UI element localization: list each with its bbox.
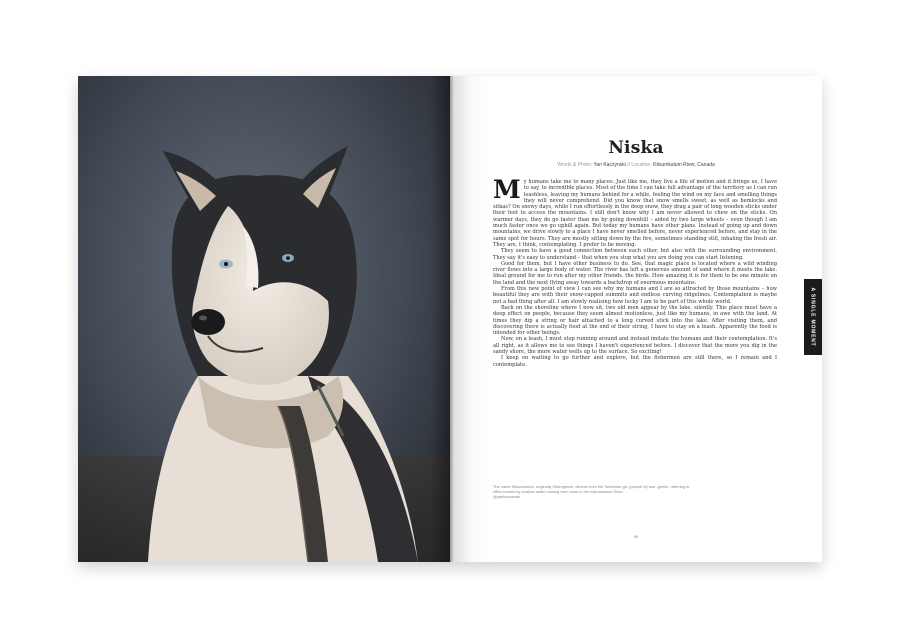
paragraph: They seem to have a good connection between each other, but also with the surrounding environment. They say it's easy to understand – that when you stop what you are doing you can start listening. <box>493 248 777 261</box>
footnote <box>493 484 693 500</box>
article-body <box>493 175 777 368</box>
footnote-text: The name Kitsumkalum, originally Gitsmgeelm, derives from the Tsimshian git- (people of) and -geelm, referring to riffles formed by shallow water running over rocks in the Kitsumkalum River. <box>493 484 690 495</box>
byline-author: Yan Kaczynski <box>593 162 626 168</box>
page-number: 95 <box>633 534 639 539</box>
paragraph: From this new point of view I can see why my humans and I are so attracted by those mountains – how beautiful they are with their snow-capped summits and endless curving ridgelines. Contemplation is maybe not a bad thing after all. I am slowly realising how lucky I am to be part of this whole world. <box>493 286 777 305</box>
article-title: Niska <box>608 138 664 158</box>
photo-page <box>78 76 450 562</box>
section-tab <box>804 279 822 355</box>
text-page <box>450 76 822 562</box>
magazine-spread <box>78 76 822 562</box>
byline-location-label: Location: <box>631 162 652 168</box>
drop-cap: M <box>493 175 521 204</box>
paragraph-text: y humans take me to many places. Just like me, they live a life of motion and it brings us, I have to say, to incredible places. Most of the time I can take full advantage of the territory as I can run leashless, leaving my humans behind for a while, feeling the wind on my face and smelling things they will never comprehend. Did you know that snow smells sweet, as well as hemlocks and sitkas? On snowy days, while I run effortlessly in the deep snow, they drag a pair of long wooden sticks under their feet to access the mountains. I still don't know why I am never allowed to chew on the sticks. On warmer days, they do go faster than me by going downhill – aided by two large wheels – even though I am much faster once we go uphill again. But today my humans have other plans. Instead of going up and down mountains, we drive slowly to a place I have never smelled before, never experienced before, and stay in the same spot for hours. They are mostly sitting down by the fire, sometimes standing still, inhaling the fresh air. They are, I think, contemplating. I prefer to be moving. <box>493 179 777 248</box>
byline-location: Kitsumkalum River, Canada <box>653 162 715 168</box>
paragraph: Now, on a leash, I must stop running around and instead imitate the humans and their contemplation. It's all right, as it allows me to see things I haven't experienced before. I discover that the more you dig in the sandy shore, the more water wells up to the surface. So exciting! <box>493 336 777 356</box>
author-handle: @yankaczynski <box>493 494 521 500</box>
byline-words-label: Words & Photo: <box>557 162 593 168</box>
paragraph <box>493 175 777 248</box>
husky-photo <box>78 76 450 562</box>
byline-separator: // <box>627 162 631 168</box>
paragraph: Good for them, but I have other business to do. See, that magic place is located where a wild winding river flows into a large body of water. The river has left a generous amount of sand where it meets the lake. Ideal ground for me to run after my other friends, the birds. How amazing it is for them to be one minute on the land and the next flying away towards a backdrop of enormous mountains. <box>493 260 777 286</box>
paragraph: I keep on waiting to go further and explore, but the fishermen are still there, so I remain and I contemplate. <box>493 355 777 368</box>
byline <box>450 162 822 168</box>
paragraph: Back on the shoreline where I now sit, two old men appear by the lake, silently. This place must have a deep effect on people, because they seem almost motionless, just like my humans, in awe with the land. At times they dip a string or hair attached to a long curved stick into the lake. After visiting them, and discovering there is actually food at the end of their string, I have to stay on a leash. Apparently the food is intended for other beings. <box>493 304 777 337</box>
section-tab-label: A SINGLE MOMENT <box>810 287 817 347</box>
